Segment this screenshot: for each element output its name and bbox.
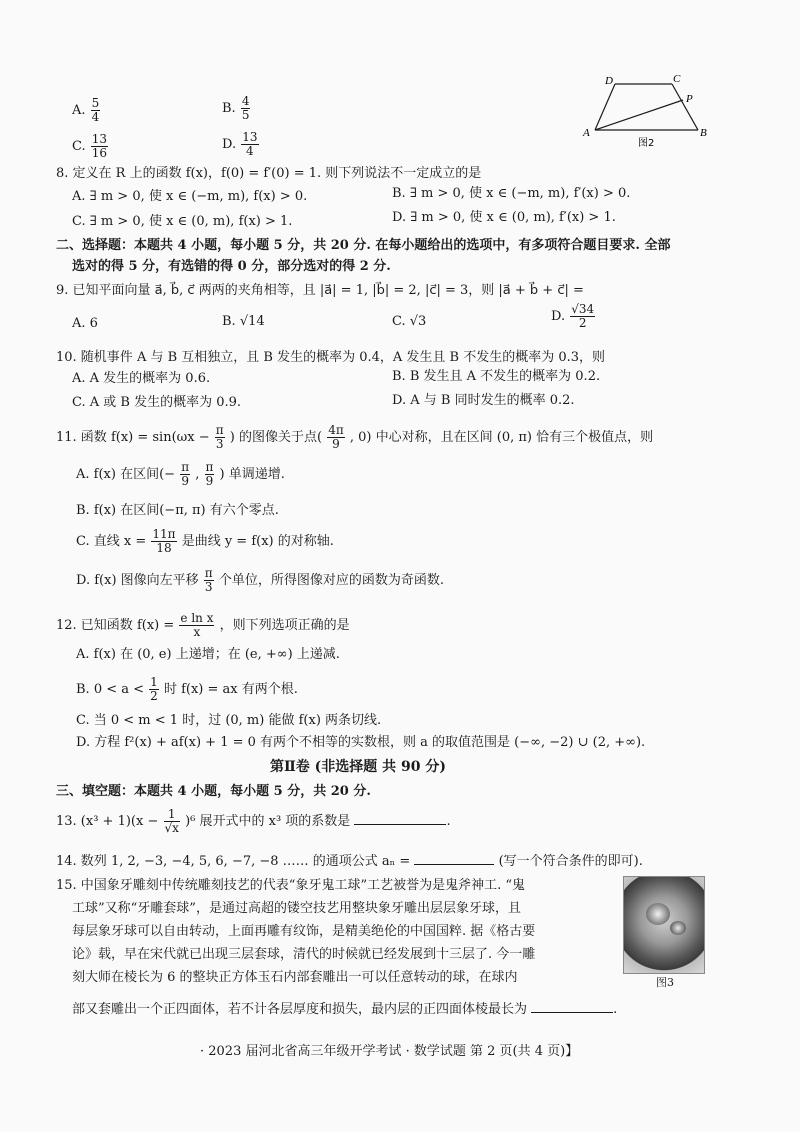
fraction: $\frac{\pi}{9}$: [205, 460, 214, 488]
section-2-heading-line1: 二、选择题：本题共 4 小题，每小题 5 分，共 20 分. 在每小题给出的选项中，有多项符合题目要求. 全部: [56, 238, 671, 253]
q12-option-d: D. 方程 f²(x) + af(x) + 1 = 0 有两个不相等的实数根，则 a 的取值范围是 (−∞, −2) ∪ (2, +∞).: [76, 735, 646, 750]
fraction: $\frac{\text{e ln x}}{x}$: [180, 611, 214, 639]
fraction: $\frac{4}{5}$: [241, 94, 250, 122]
q9-option-b: B. √14: [222, 314, 265, 329]
q9-option-a: A. 6: [72, 316, 98, 331]
label-b: B: [700, 127, 707, 139]
q15-line1: 15. 中国象牙雕刻中传统雕刻技艺的代表“象牙鬼工球”工艺被誉为是鬼斧神工. “鬼: [56, 878, 526, 893]
fraction: $\frac{5}{4}$: [91, 96, 100, 124]
fraction: $\frac{1}{2}$: [150, 675, 158, 703]
q8-option-b: B. ∃ m > 0, 使 x ∈ (−m, m), f′(x) > 0.: [392, 186, 631, 201]
section-3-heading: 三、填空题：本题共 4 小题，每小题 5 分，共 20 分.: [56, 784, 371, 799]
q13-answer-blank[interactable]: [354, 812, 446, 825]
q11-option-c: C. 直线 x = $\frac{11\pi}{18}$ 是曲线 y = f(x) 的对称轴.: [76, 527, 334, 555]
ball-opening: [670, 921, 686, 935]
ball-opening: [646, 903, 670, 925]
fraction: $\frac{\pi}{3}$: [215, 423, 224, 451]
fraction: $\frac{13}{16}$: [91, 132, 108, 160]
q11-option-a: A. f(x) 在区间(− $\frac{\pi}{9}$ , $\frac{\pi}{9}$ ) 单调递增.: [76, 460, 285, 488]
fraction: $\frac{4\pi}{9}$: [328, 423, 344, 451]
segment-ap: [595, 100, 683, 130]
fraction: $\frac{√34}{2}$: [571, 302, 595, 330]
label-d: D: [605, 75, 613, 87]
page-footer: · 2023 届河北省高三年级开学考试 · 数学试题 第 2 页(共 4 页)】: [200, 1044, 579, 1059]
q8-option-d: D. ∃ m > 0, 使 x ∈ (0, m), f′(x) > 1.: [392, 210, 616, 225]
label-p: P: [686, 93, 693, 105]
q11-option-d: D. f(x) 图像向左平移 $\frac{\pi}{3}$ 个单位，所得图像对应的函数为奇函数.: [76, 566, 444, 594]
fraction: $\frac{11\pi}{18}$: [152, 527, 176, 555]
q12-option-c: C. 当 0 < m < 1 时，过 (0, m) 能做 f(x) 两条切线.: [76, 713, 382, 728]
edge-cb: [672, 84, 698, 130]
fraction: $\frac{13}{4}$: [242, 130, 258, 158]
q14: 14. 数列 1, 2, −3, −4, 5, 6, −7, −8 …… 的通项公式 aₙ = (写一个符合条件的即可).: [56, 854, 643, 869]
q7-option-b: B. $\frac{4}{5}$: [222, 94, 250, 122]
q7-option-a: A. $\frac{5}{4}$: [72, 96, 100, 124]
q15-line3: 每层象牙球可以自由转动，上面再雕有纹饰，是精美绝伦的中国国粹. 据《格古要: [72, 924, 536, 939]
q13: 13. (x³ + 1)(x − $\frac{1}{√x}$ )⁶ 展开式中的 x³ 项的系数是 .: [56, 807, 451, 835]
q11-stem: 11. 函数 f(x) = sin(ωx − $\frac{\pi}{3}$ ) 的图像关于点( $\frac{4\pi}{9}$ , 0) 中心对称，且在区间 (0, π) 恰有三个极值点，则: [56, 423, 654, 451]
q7-option-c: C. $\frac{13}{16}$: [72, 132, 108, 160]
q7-option-d: D. $\frac{13}{4}$: [222, 130, 258, 158]
ivory-ball-photo: [623, 876, 705, 974]
q14-answer-blank[interactable]: [414, 852, 494, 865]
q15-line2: 工球”又称“牙雕套球”，是通过高超的镂空技艺用整块象牙雕出层层象牙球，且: [72, 901, 521, 916]
q8-stem: 8. 定义在 R 上的函数 f(x)，f(0) = f′(0) = 1. 则下列说法不一定成立的是: [56, 166, 482, 181]
label-a: A: [583, 127, 590, 139]
fraction: $\frac{\pi}{9}$: [181, 460, 190, 488]
q15-line6: 部又套雕出一个正四面体，若不计各层厚度和损失，最内层的正四面体棱最长为 .: [72, 1002, 618, 1017]
q12-stem: 12. 已知函数 f(x) = $\frac{\text{e ln x}}{x}$ ，则下列选项正确的是: [56, 611, 350, 639]
figure-caption: 图2: [638, 138, 655, 149]
fraction: $\frac{1}{√x}$: [164, 807, 179, 835]
q10-option-a: A. A 发生的概率为 0.6.: [72, 371, 211, 386]
q11-option-b: B. f(x) 在区间(−π, π) 有六个零点.: [76, 503, 279, 518]
q10-option-d: D. A 与 B 同时发生的概率 0.2.: [392, 393, 575, 408]
q15-line4: 论》载，早在宋代就已出现三层套球，清代的时候就已经发展到十三层了. 今一雕: [72, 947, 536, 962]
q9-option-d: D. $\frac{√34}{2}$: [551, 302, 595, 330]
figure-3-caption: 图3: [656, 976, 674, 989]
q9-option-c: C. √3: [392, 314, 427, 329]
q12-option-b: B. 0 < a < $\frac{1}{2}$ 时 f(x) = ax 有两个根.: [76, 675, 298, 703]
figure-2-trapezoid: [580, 72, 710, 152]
q9-stem: 9. 已知平面向量 a⃗, b⃗, c⃗ 两两的夹角相等，且 |a⃗| = 1, |b⃗| = 2, |c⃗| = 3，则 |a⃗ + b⃗ + c⃗| =: [56, 283, 584, 298]
fraction: $\frac{\pi}{3}$: [204, 566, 213, 594]
part-2-title: 第Ⅱ卷 (非选择题 共 90 分): [270, 759, 447, 775]
label-c: C: [673, 73, 681, 85]
q15-line5: 刻大师在棱长为 6 的整块正方体玉石内部套雕出一可以任意转动的球，在球内: [72, 970, 518, 985]
q8-option-a: A. ∃ m > 0, 使 x ∈ (−m, m), f(x) > 0.: [72, 189, 308, 204]
section-2-heading-line2: 选对的得 5 分，有选错的得 0 分，部分选对的得 2 分.: [72, 259, 391, 274]
q8-option-c: C. ∃ m > 0, 使 x ∈ (0, m), f(x) > 1.: [72, 214, 293, 229]
q10-option-b: B. B 发生且 A 不发生的概率为 0.2.: [392, 369, 601, 384]
q15-answer-blank[interactable]: [531, 1000, 613, 1013]
edge-da: [595, 84, 615, 130]
q10-option-c: C. A 或 B 发生的概率为 0.9.: [72, 395, 242, 410]
q10-stem: 10. 随机事件 A 与 B 互相独立，且 B 发生的概率为 0.4，A 发生且 B 不发生的概率为 0.3，则: [56, 350, 606, 365]
q12-option-a: A. f(x) 在 (0, e) 上递增；在 (e, +∞) 上递减.: [76, 647, 340, 662]
